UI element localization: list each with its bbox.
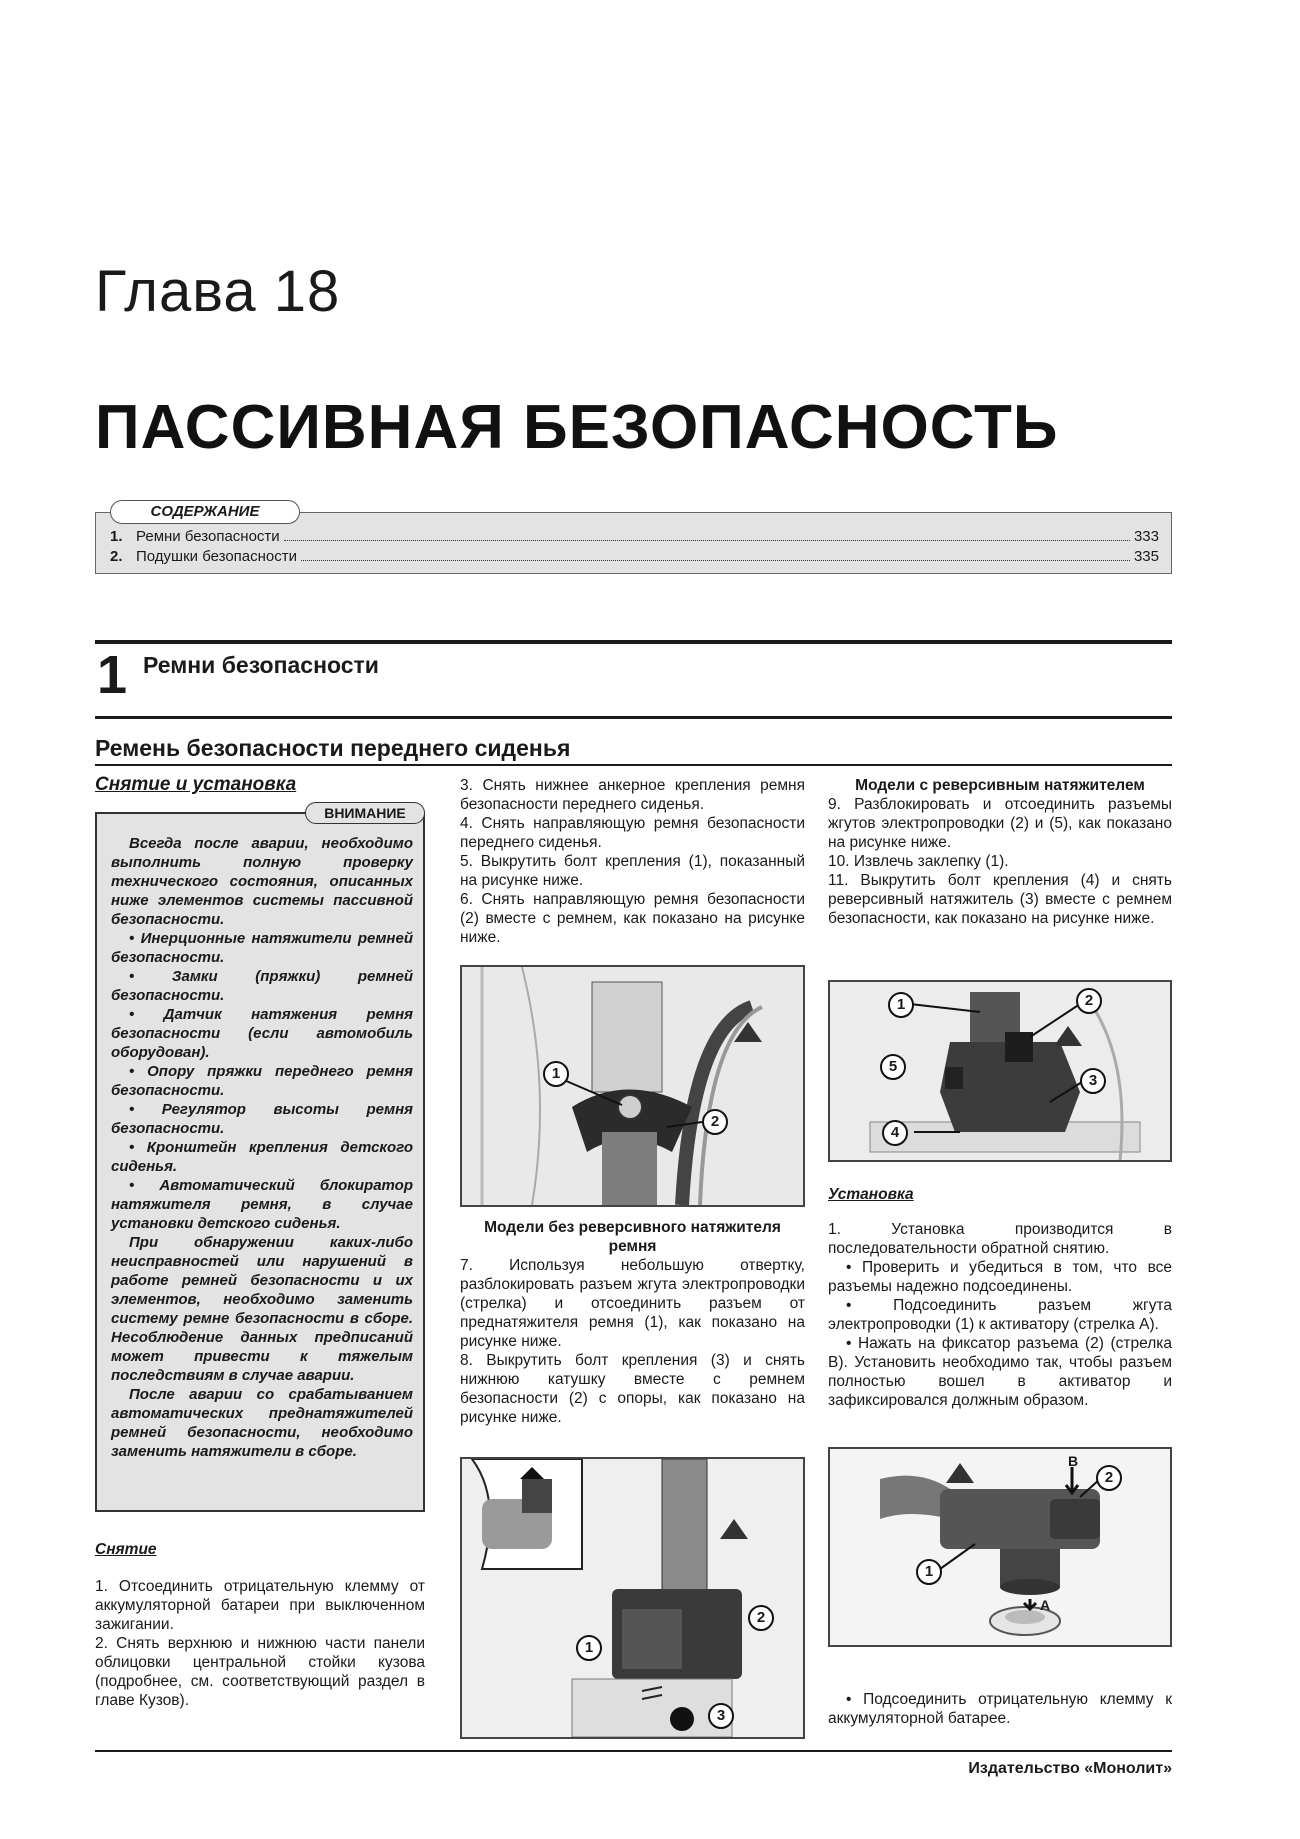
publisher-footer: Издательство «Монолит» (968, 1760, 1172, 1777)
step-text: 10. Извлечь заклепку (1). (828, 853, 1009, 870)
column-1-removal (95, 1540, 425, 1710)
removal-install-heading: Снятие и установка (95, 774, 297, 795)
step-text: 2. Снять верхнюю и нижнюю части панели облицовки центральной стойки кузова (подробнее, см. соответствующий раздел в главе Кузов). (95, 1635, 425, 1709)
warning-item: • Датчик натяжения ремня безопасности (если автомобиль оборудован). (111, 1006, 413, 1061)
install-step: 1. Установка производится в последовательности обратной снятию. (828, 1221, 1172, 1257)
section-number: 1 (97, 645, 128, 705)
warning-paragraph: При обнаружении каких-либо неисправностей или нарушений в работе ремней безопасности и их элементов, необходимо заменить систему ремне безопасности в сборе. Несоблюдение данных предписаний может привести к тяжелым последствиям в случае аварии. (111, 1234, 413, 1384)
toc-item-page: 333 (1133, 528, 1159, 545)
removal-heading: Снятие (95, 1541, 157, 1558)
step-text: 9. Разблокировать и отсоединить разъемы жгутов электропроводки (2) и (5), как показано на рисунке ниже. (828, 796, 1172, 851)
callout-2: 2 (1076, 988, 1102, 1014)
chapter-title: ПАССИВНАЯ БЕЗОПАСНОСТЬ (95, 393, 1059, 462)
step-text: 6. Снять направляющую ремня безопасности (2) вместе с ремнем, как показано на рисунке ниже. (460, 891, 805, 946)
warning-item: • Замки (пряжки) ремней безопасности. (111, 968, 413, 1004)
figure-reversible-tensioner (828, 980, 1172, 1162)
callout-3: 3 (1080, 1068, 1106, 1094)
step-text: 4. Снять направляющую ремня безопасности переднего сиденья. (460, 815, 805, 851)
column-2-models-without (460, 1218, 805, 1427)
arrow-label-b: B (1068, 1453, 1079, 1469)
column-3-final (828, 1690, 1172, 1728)
warning-item: • Кронштейн крепления детского сиденья. (111, 1139, 413, 1175)
column-2-steps (460, 776, 805, 947)
subsection-title: Ремень безопасности переднего сиденья (95, 735, 571, 761)
toc-dot-leader (301, 560, 1130, 561)
install-step: • Проверить и убедиться в том, что все разъемы надежно подсоединены. (828, 1259, 1172, 1295)
step-text: 1. Отсоединить отрицательную клемму от аккумуляторной батареи при выключенном зажигании. (95, 1578, 425, 1633)
warning-intro: Всегда после аварии, необходимо выполнить полную проверку технического состояния, описанных ниже элементов системы пассивной безопасности. (111, 835, 413, 928)
final-step: • Подсоединить отрицательную клемму к аккумуляторной батарее. (828, 1691, 1172, 1727)
chapter-label: Глава 18 (95, 259, 341, 324)
toc-item-number: 2. (110, 548, 123, 565)
seatbelt-retractor-illustration (462, 1459, 803, 1737)
callout-3: 3 (708, 1703, 734, 1729)
toc-item-page: 335 (1133, 548, 1159, 565)
models-with-heading: Модели с реверсивным натяжителем (855, 777, 1145, 794)
callout-1: 1 (576, 1635, 602, 1661)
subsection-rule (95, 764, 1172, 766)
column-3-models-with (828, 776, 1172, 928)
figure-connector-activator (828, 1447, 1172, 1647)
warning-item: • Автоматический блокиратор натяжителя ремня, в случае установки детского сиденья. (111, 1177, 413, 1232)
seatbelt-guide-illustration (462, 967, 803, 1205)
toc-item[interactable] (110, 547, 1159, 567)
callout-1: 1 (888, 992, 914, 1018)
table-of-contents (95, 503, 1172, 574)
column-1-heading-wrap (95, 775, 425, 794)
toc-item-number: 1. (110, 528, 123, 545)
warning-label: ВНИМАНИЕ (305, 802, 425, 824)
callout-4: 4 (882, 1120, 908, 1146)
column-3-install (828, 1185, 1172, 1410)
section-top-rule (95, 640, 1172, 644)
callout-1: 1 (543, 1061, 569, 1087)
toc-item[interactable] (110, 527, 1159, 547)
models-without-heading: Модели без реверсивного натяжителя ремня (484, 1219, 781, 1255)
toc-label: СОДЕРЖАНИЕ (110, 500, 300, 524)
warning-paragraph: После аварии со срабатыванием автоматических преднатяжителей ремней безопасности, необходимо заменить натяжители в сборе. (111, 1386, 413, 1460)
step-text: 7. Используя небольшую отвертку, разблокировать разъем жгута электропроводки (стрелка) и отсоединить разъем от преднатяжителя ремня (1), как показано на рисунке ниже. (460, 1257, 805, 1350)
warning-box (95, 805, 425, 1512)
step-text: 8. Выкрутить болт крепления (3) и снять нижнюю катушку вместе с ремнем безопасности (2) с опоры, как показано на рисунке ниже. (460, 1352, 805, 1426)
install-heading: Установка (828, 1186, 914, 1203)
step-text: 3. Снять нижнее анкерное крепления ремня безопасности переднего сиденья. (460, 777, 805, 813)
figure-seatbelt-retractor (460, 1457, 805, 1739)
callout-2: 2 (702, 1109, 728, 1135)
install-step: • Подсоединить разъем жгута электропроводки (1) к активатору (стрелка A). (828, 1297, 1172, 1333)
warning-item: • Инерционные натяжители ремней безопасности. (111, 930, 413, 966)
callout-2: 2 (748, 1605, 774, 1631)
figure-seatbelt-guide (460, 965, 805, 1207)
footer-rule (95, 1750, 1172, 1752)
toc-dot-leader (284, 540, 1130, 541)
warning-item: • Регулятор высоты ремня безопасности. (111, 1101, 413, 1137)
arrow-label-a: A (1040, 1597, 1051, 1613)
section-bottom-rule (95, 716, 1172, 719)
step-text: 5. Выкрутить болт крепления (1), показанный на рисунке ниже. (460, 853, 805, 889)
toc-item-text: Подушки безопасности (136, 548, 298, 565)
install-step: • Нажать на фиксатор разъема (2) (стрелка B). Установить необходимо так, чтобы разъем полностью вошел в активатор и зафиксировался должным образом. (828, 1335, 1172, 1409)
section-title: Ремни безопасности (143, 652, 379, 678)
warning-item: • Опору пряжки переднего ремня безопасности. (111, 1063, 413, 1099)
callout-1: 1 (916, 1559, 942, 1585)
callout-5: 5 (880, 1054, 906, 1080)
step-text: 11. Выкрутить болт крепления (4) и снять реверсивный натяжитель (3) вместе с ремнем безопасности, как показано на рисунке ниже. (828, 872, 1172, 927)
toc-item-text: Ремни безопасности (136, 528, 280, 545)
callout-2: 2 (1096, 1465, 1122, 1491)
